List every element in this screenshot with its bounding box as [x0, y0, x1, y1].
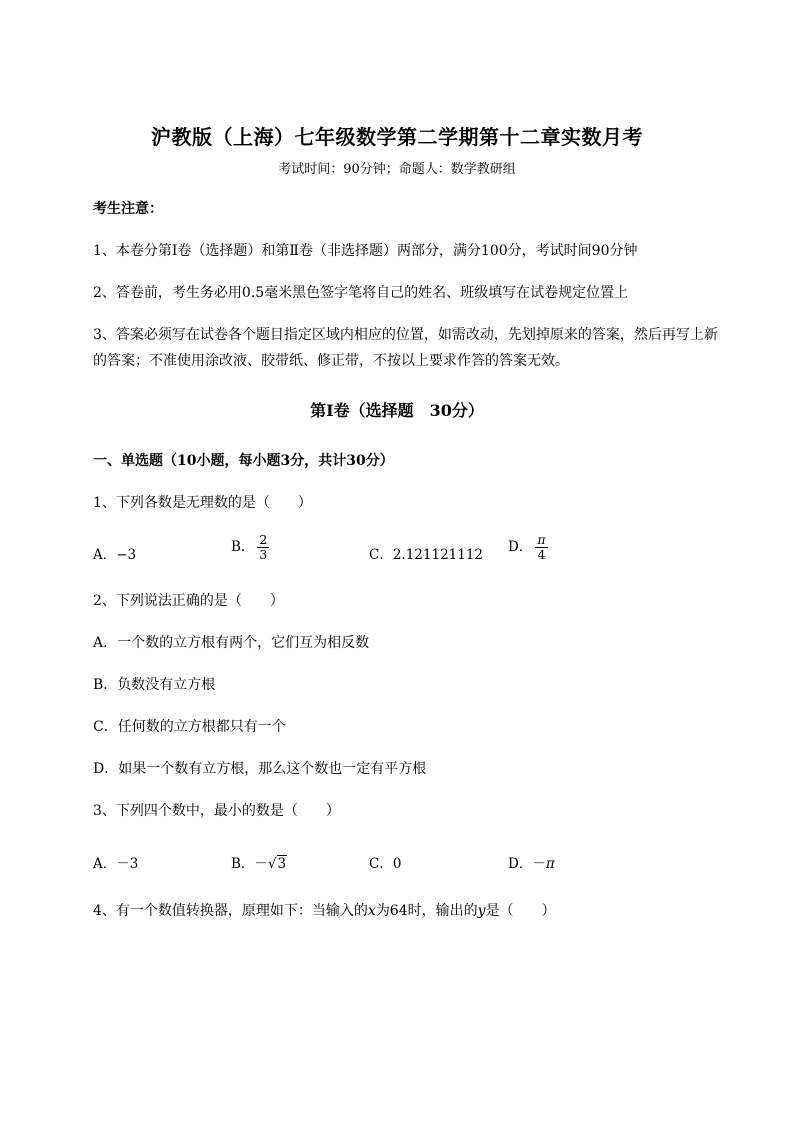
stem-text: 4、有一个数值转换器，原理如下：当输入的: [93, 903, 368, 919]
question-3-option-c: C．0: [369, 856, 402, 872]
question-2-option-b: B．负数没有立方根: [93, 677, 216, 693]
question-4-stem: [93, 900, 556, 922]
option-b-label: B．: [231, 539, 255, 555]
question-1-option-b: [231, 533, 269, 562]
option-d-label: D．－: [508, 856, 546, 872]
fraction-pi-over-four: [535, 533, 547, 562]
notice-item-3: 3、答案必须写在试卷各个题目指定区域内相应的位置，如需改动，先划掉原来的答案，然后再写上新: [93, 327, 718, 343]
fraction-two-thirds: [257, 533, 269, 562]
square-root: √3: [267, 856, 287, 872]
exam-subtitle: 考试时间：90分钟；命题人：数学教研组: [278, 162, 516, 177]
question-1-stem: 1、下列各数是无理数的是（ ）: [93, 495, 312, 511]
notice-item-3-continued: 的答案；不准使用涂改液、胶带纸、修正带，不按以上要求作答的答案无效。: [93, 353, 569, 369]
question-3-option-d: [508, 852, 555, 872]
part-heading: 一、单选题（10小题，每小题3分，共计30分）: [93, 453, 394, 469]
variable-x: x: [367, 903, 376, 919]
fraction-numerator: π: [537, 532, 546, 547]
fraction-denominator: 3: [259, 547, 268, 562]
notice-item-1: 1、本卷分第I卷（选择题）和第Ⅱ卷（非选择题）两部分，满分100分，考试时间90分钟: [93, 243, 638, 259]
stem-text: 为64时，输出的: [375, 903, 478, 919]
fraction-numerator: 2: [259, 532, 268, 547]
notice-item-2: 2、答卷前，考生务必用0.5毫米黑色签字笔将自己的姓名、班级填写在试卷规定位置上: [93, 285, 629, 301]
question-1-option-a: A．−3: [93, 547, 137, 563]
variable-y: y: [477, 903, 486, 919]
pi-symbol: π: [545, 856, 555, 872]
question-3-stem: 3、下列四个数中，最小的数是（ ）: [93, 803, 340, 819]
notice-heading: 考生注意：: [93, 201, 163, 217]
question-2-option-c: C．任何数的立方根都只有一个: [93, 719, 286, 735]
exam-title: 沪教版（上海）七年级数学第二学期第十二章实数月考: [151, 125, 643, 149]
radicand: 3: [277, 856, 287, 872]
stem-text: 是（ ）: [485, 903, 556, 919]
question-2-option-a: A．一个数的立方根有两个，它们互为相反数: [93, 635, 370, 651]
question-1-option-d: [508, 533, 548, 562]
option-b-label: B．－: [231, 856, 268, 872]
question-2-stem: 2、下列说法正确的是（ ）: [93, 593, 284, 609]
option-d-label: D．: [508, 539, 533, 555]
section-title: 第I卷（选择题 30分）: [310, 401, 484, 420]
question-2-option-d: D．如果一个数有立方根，那么这个数也一定有平方根: [93, 761, 427, 777]
question-3-option-b: [231, 852, 287, 872]
question-3-option-a: A．－3: [93, 856, 139, 872]
question-1-option-c: C．2.121121112: [369, 547, 484, 563]
fraction-denominator: 4: [537, 547, 546, 562]
